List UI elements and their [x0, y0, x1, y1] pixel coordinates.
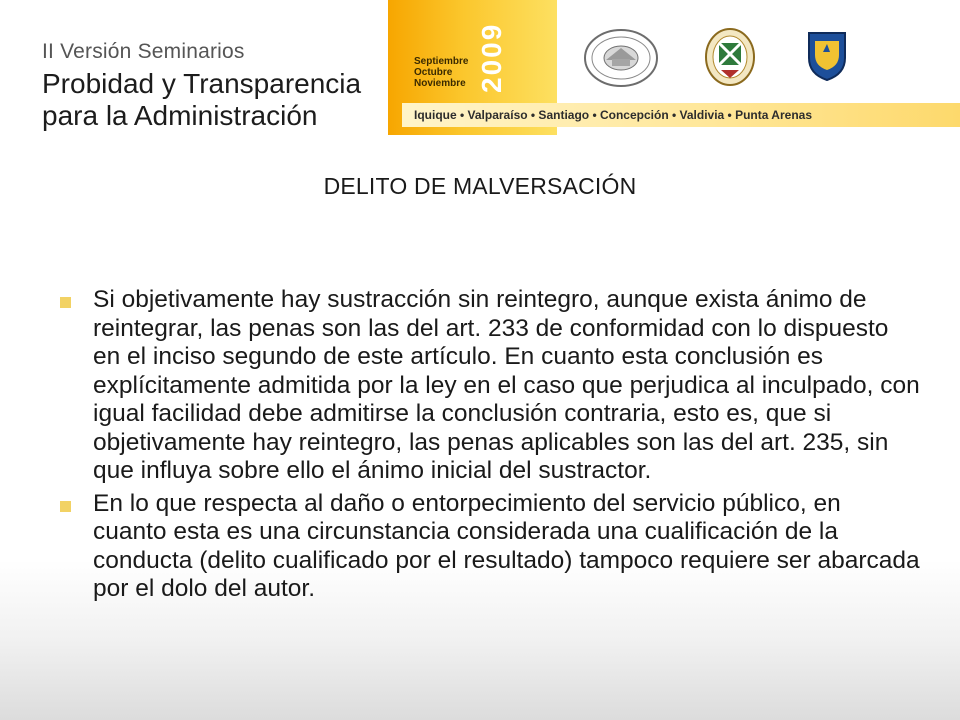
slide-title: DELITO DE MALVERSACIÓN — [323, 173, 637, 199]
series-edition-text: II Versión Seminarios — [42, 40, 245, 63]
police-badge-icon — [703, 26, 757, 88]
university-shield-icon — [806, 30, 848, 82]
bullet-text: Si objetivamente hay sustracción sin reintegro, aunque exista ánimo de reintegrar, las penas son las del art. 233 de conformidad con lo dispuesto en el inciso segundo de este artículo. En cuanto esta conclusión es explícitamente admitida por la ley en el caso que perjudica al inculpado, con igual facilidad debe admitirse la conclusión contraria, esto es, que si objetivamente hay reintegro, las penas aplicables son las del art. 235, sin que influya sobre ello el ánimo inicial del sustractor. — [93, 286, 920, 484]
cities-strip — [402, 103, 960, 127]
month-november: Noviembre — [414, 78, 466, 89]
series-name-line2: para la Administración — [42, 100, 318, 131]
bullet-list — [60, 286, 920, 608]
bullet-square-icon — [60, 297, 71, 308]
seminar-series-heading — [42, 40, 361, 132]
series-name-line1: Probidad y Transparencia — [42, 68, 362, 99]
contraloria-seal-icon — [582, 28, 660, 88]
event-months — [414, 56, 468, 89]
bullet-item — [60, 490, 920, 604]
bullet-item — [60, 286, 920, 486]
event-year: 2009 — [476, 22, 507, 94]
cities-list: Iquique • Valparaíso • Santiago • Concepción • Valdivia • Punta Arenas — [414, 108, 812, 122]
bullet-text: En lo que respecta al daño o entorpecimiento del servicio público, en cuanto esta es una circunstancia considerada una cualificación de la conducta (delito cualificado por el resultado) tampoco requiere ser abarcada por el dolo del autor. — [93, 489, 920, 602]
bullet-square-icon — [60, 501, 71, 512]
month-september: Septiembre — [414, 56, 469, 67]
month-october: Octubre — [414, 67, 453, 78]
